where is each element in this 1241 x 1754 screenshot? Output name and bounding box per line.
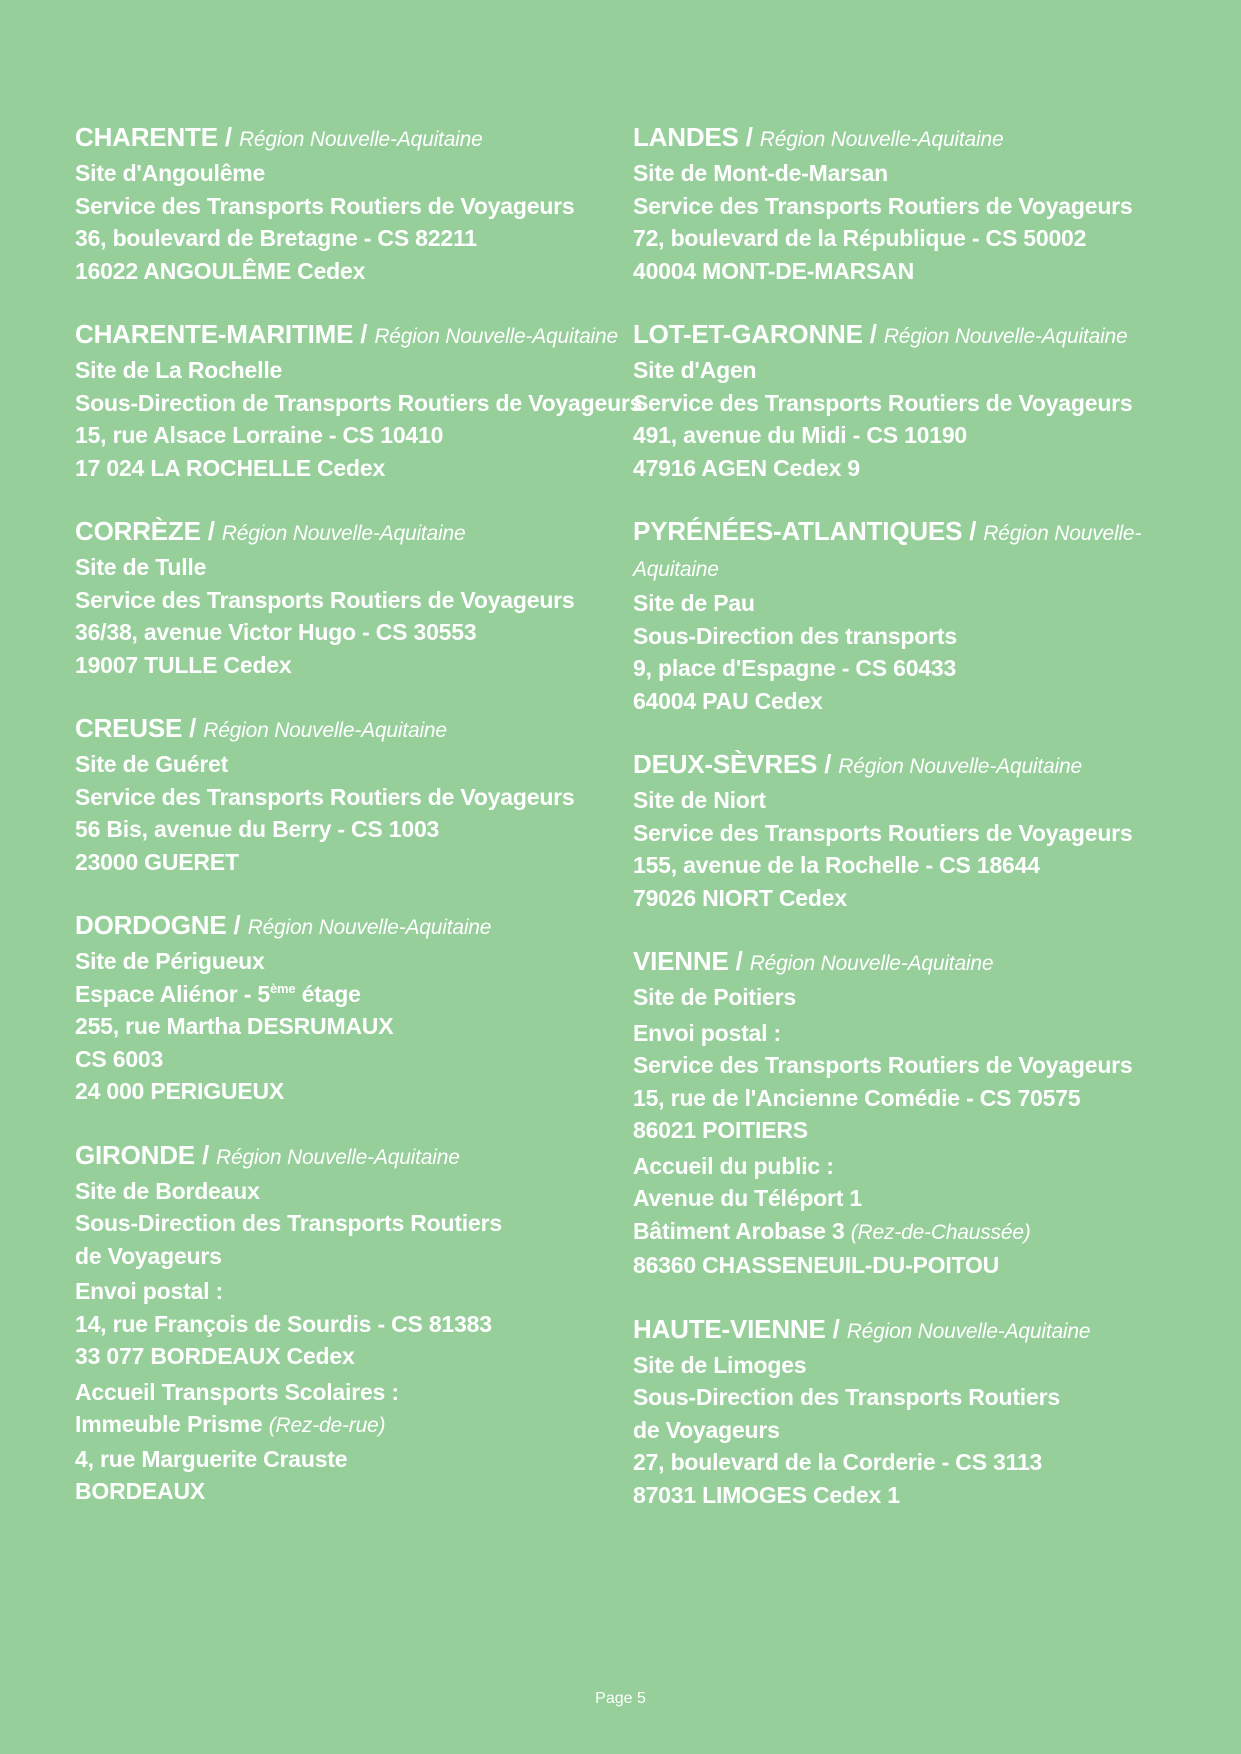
address-line: 47916 AGEN Cedex 9 [633, 454, 860, 481]
address-line: 15, rue de l'Ancienne Comédie - CS 70575 [633, 1084, 1081, 1111]
floor-line: Espace Aliénor - 5ème étage [75, 980, 361, 1007]
left-column [75, 120, 643, 1538]
site-name: Site de Périgueux [75, 948, 265, 974]
address-line: 36, boulevard de Bretagne - CS 82211 [75, 225, 477, 251]
address-line: 155, avenue de la Rochelle - CS 18644 [633, 852, 1040, 878]
building-note: (Rez-de-Chaussée) [850, 1220, 1031, 1244]
site-name: Site d'Agen [633, 357, 757, 383]
address-line: Sous-Direction de Transports Routiers de Voyageurs [75, 389, 643, 416]
address-line: 87031 LIMOGES Cedex 1 [633, 1481, 900, 1508]
region-name: Région Nouvelle-Aquitaine [749, 952, 994, 975]
entry-dordogne [75, 908, 620, 1108]
address-line: 4, rue Marguerite Crauste [75, 1445, 348, 1472]
address-line: 33 077 BORDEAUX Cedex [75, 1343, 355, 1369]
address-line: Service des Transports Routiers de Voyageurs [633, 819, 1133, 846]
department-name: CHARENTE [75, 122, 218, 152]
address-line: de Voyageurs [75, 1242, 222, 1269]
site-name: Site de Guéret [75, 751, 229, 777]
address-line: Service des Transports Routiers de Voyageurs [633, 1052, 1133, 1078]
department-name: LANDES [633, 122, 739, 152]
department-name: LOT-ET-GARONNE [633, 319, 863, 349]
address-line: 86360 CHASSENEUIL-DU-POITOU [633, 1252, 1000, 1278]
address-line: 72, boulevard de la République - CS 50002 [633, 225, 1087, 251]
address-line: CS 6003 [75, 1045, 164, 1072]
entry-lot-et-garonne [633, 317, 1193, 484]
address-line: 79026 NIORT Cedex [633, 884, 847, 911]
site-name: Site de Niort [633, 787, 766, 813]
address-line: 64004 PAU Cedex [633, 687, 823, 714]
region-name: Région Nouvelle-Aquitaine [203, 719, 447, 742]
entry-heading: CHARENTE / Région Nouvelle-Aquitaine [75, 122, 483, 152]
region-name: Région Nouvelle-Aquitaine [221, 522, 466, 545]
address-line: Sous-Direction des Transports Routiers [75, 1210, 502, 1236]
department-name: DORDOGNE [75, 910, 227, 940]
entry-vienne [633, 944, 1193, 1282]
site-name: Site de Bordeaux [75, 1177, 260, 1204]
address-line: Sous-Direction des Transports Routiers [633, 1384, 1060, 1410]
address-line: 27, boulevard de la Corderie - CS 3113 [633, 1449, 1043, 1475]
address-line: Service des Transports Routiers de Voyageurs [75, 783, 575, 810]
address-line: Service des Transports Routiers de Voyageurs [633, 389, 1133, 416]
entry-heading: HAUTE-VIENNE / Région Nouvelle-Aquitaine [633, 1313, 1091, 1344]
postal-label: Envoi postal : [633, 1019, 781, 1046]
department-name: CHARENTE-MARITIME [75, 319, 354, 349]
address-line: Avenue du Téléport 1 [633, 1185, 863, 1211]
region-name: Région Nouvelle-Aquitaine [238, 128, 483, 151]
address-line: Service des Transports Routiers de Voyageurs [75, 586, 575, 613]
entry-pyrenees-atlantiques [633, 514, 1193, 717]
site-name: Site de La Rochelle [75, 357, 283, 383]
entry-heading: LANDES / Région Nouvelle-Aquitaine [633, 122, 1004, 152]
address-line: 36/38, avenue Victor Hugo - CS 30553 [75, 619, 477, 645]
region-name: Région Nouvelle-Aquitaine [247, 916, 492, 939]
address-line: BORDEAUX [75, 1478, 206, 1504]
entry-landes [633, 120, 1193, 287]
department-name: VIENNE [633, 946, 729, 976]
address-line: Service des Transports Routiers de Voyageurs [75, 192, 575, 219]
department-name: GIRONDE [75, 1139, 195, 1170]
entry-gironde [75, 1138, 620, 1508]
entry-heading: GIRONDE / Région Nouvelle-Aquitaine [75, 1139, 460, 1170]
region-name: Région Nouvelle-Aquitaine [838, 755, 1082, 778]
entry-heading: DORDOGNE / Région Nouvelle-Aquitaine [75, 910, 492, 940]
address-line: 255, rue Martha DESRUMAUX [75, 1013, 394, 1039]
address-line: 14, rue François de Sourdis - CS 81383 [75, 1310, 492, 1337]
department-name: HAUTE-VIENNE [633, 1313, 826, 1344]
address-line: 15, rue Alsace Lorraine - CS 10410 [75, 422, 444, 448]
entry-deux-sevres [633, 747, 1193, 914]
entry-heading: CORRÈZE / Région Nouvelle-Aquitaine [75, 516, 466, 546]
address-line: Service des Transports Routiers de Voyageurs [633, 192, 1133, 219]
entry-haute-vienne [633, 1312, 1193, 1512]
entry-heading: CREUSE / Région Nouvelle-Aquitaine [75, 713, 447, 743]
address-line: 40004 MONT-DE-MARSAN [633, 257, 914, 284]
site-name: Site de Limoges [633, 1351, 807, 1378]
region-name: Région Nouvelle-Aquitaine [374, 325, 618, 348]
department-name: CORRÈZE [75, 516, 201, 546]
right-column [633, 120, 1193, 1541]
region-name: Région Nouvelle-Aquitaine [846, 1319, 1091, 1343]
address-line: 86021 POITIERS [633, 1117, 808, 1143]
entry-heading: VIENNE / Région Nouvelle-Aquitaine [633, 946, 994, 976]
region-name: Région Nouvelle-Aquitaine [759, 128, 1004, 151]
address-line: 17 024 LA ROCHELLE Cedex [75, 454, 386, 481]
site-name: Site de Tulle [75, 554, 207, 580]
building-line: Immeuble Prisme (Rez-de-rue) [75, 1411, 386, 1437]
public-label: Accueil Transports Scolaires : [75, 1378, 399, 1405]
entry-charente [75, 120, 620, 287]
address-line: Sous-Direction des transports [633, 622, 957, 649]
page-number: Page 5 [595, 1690, 646, 1707]
public-label: Accueil du public : [633, 1152, 834, 1179]
site-name: Site d'Angoulême [75, 160, 266, 186]
entry-correze [75, 514, 620, 681]
entry-creuse [75, 711, 620, 878]
entry-charente-maritime [75, 317, 643, 484]
site-name: Site de Pau [633, 590, 755, 616]
site-name: Site de Mont-de-Marsan [633, 160, 889, 186]
department-name: PYRÉNÉES-ATLANTIQUES [633, 516, 963, 546]
department-name: CREUSE [75, 713, 183, 743]
address-line: 19007 TULLE Cedex [75, 651, 292, 678]
address-line: 9, place d'Espagne - CS 60433 [633, 655, 957, 681]
entry-heading: LOT-ET-GARONNE / Région Nouvelle-Aquitaine [633, 319, 1128, 349]
address-line: 23000 GUERET [75, 848, 239, 875]
address-line: 56 Bis, avenue du Berry - CS 1003 [75, 816, 440, 842]
address-line: de Voyageurs [633, 1416, 780, 1443]
region-name: Région Nouvelle-Aquitaine [216, 1145, 460, 1169]
entry-heading: DEUX-SÈVRES / Région Nouvelle-Aquitaine [633, 749, 1082, 779]
address-line: 491, avenue du Midi - CS 10190 [633, 422, 968, 448]
building-note: (Rez-de-rue) [268, 1414, 386, 1437]
postal-label: Envoi postal : [75, 1278, 223, 1304]
address-line: 16022 ANGOULÊME Cedex [75, 257, 366, 284]
building-line: Bâtiment Arobase 3 (Rez-de-Chaussée) [633, 1217, 1031, 1244]
department-name: DEUX-SÈVRES [633, 749, 818, 779]
entry-heading: PYRÉNÉES-ATLANTIQUES / Région Nouvelle-Aquitaine [633, 516, 1142, 581]
entry-heading: CHARENTE-MARITIME / Région Nouvelle-Aquitaine [75, 319, 618, 349]
site-name: Site de Poitiers [633, 984, 796, 1010]
address-line: 24 000 PERIGUEUX [75, 1078, 285, 1104]
region-name: Région Nouvelle-Aquitaine [883, 325, 1128, 348]
region-name: Région Nouvelle-Aquitaine [633, 522, 1142, 581]
